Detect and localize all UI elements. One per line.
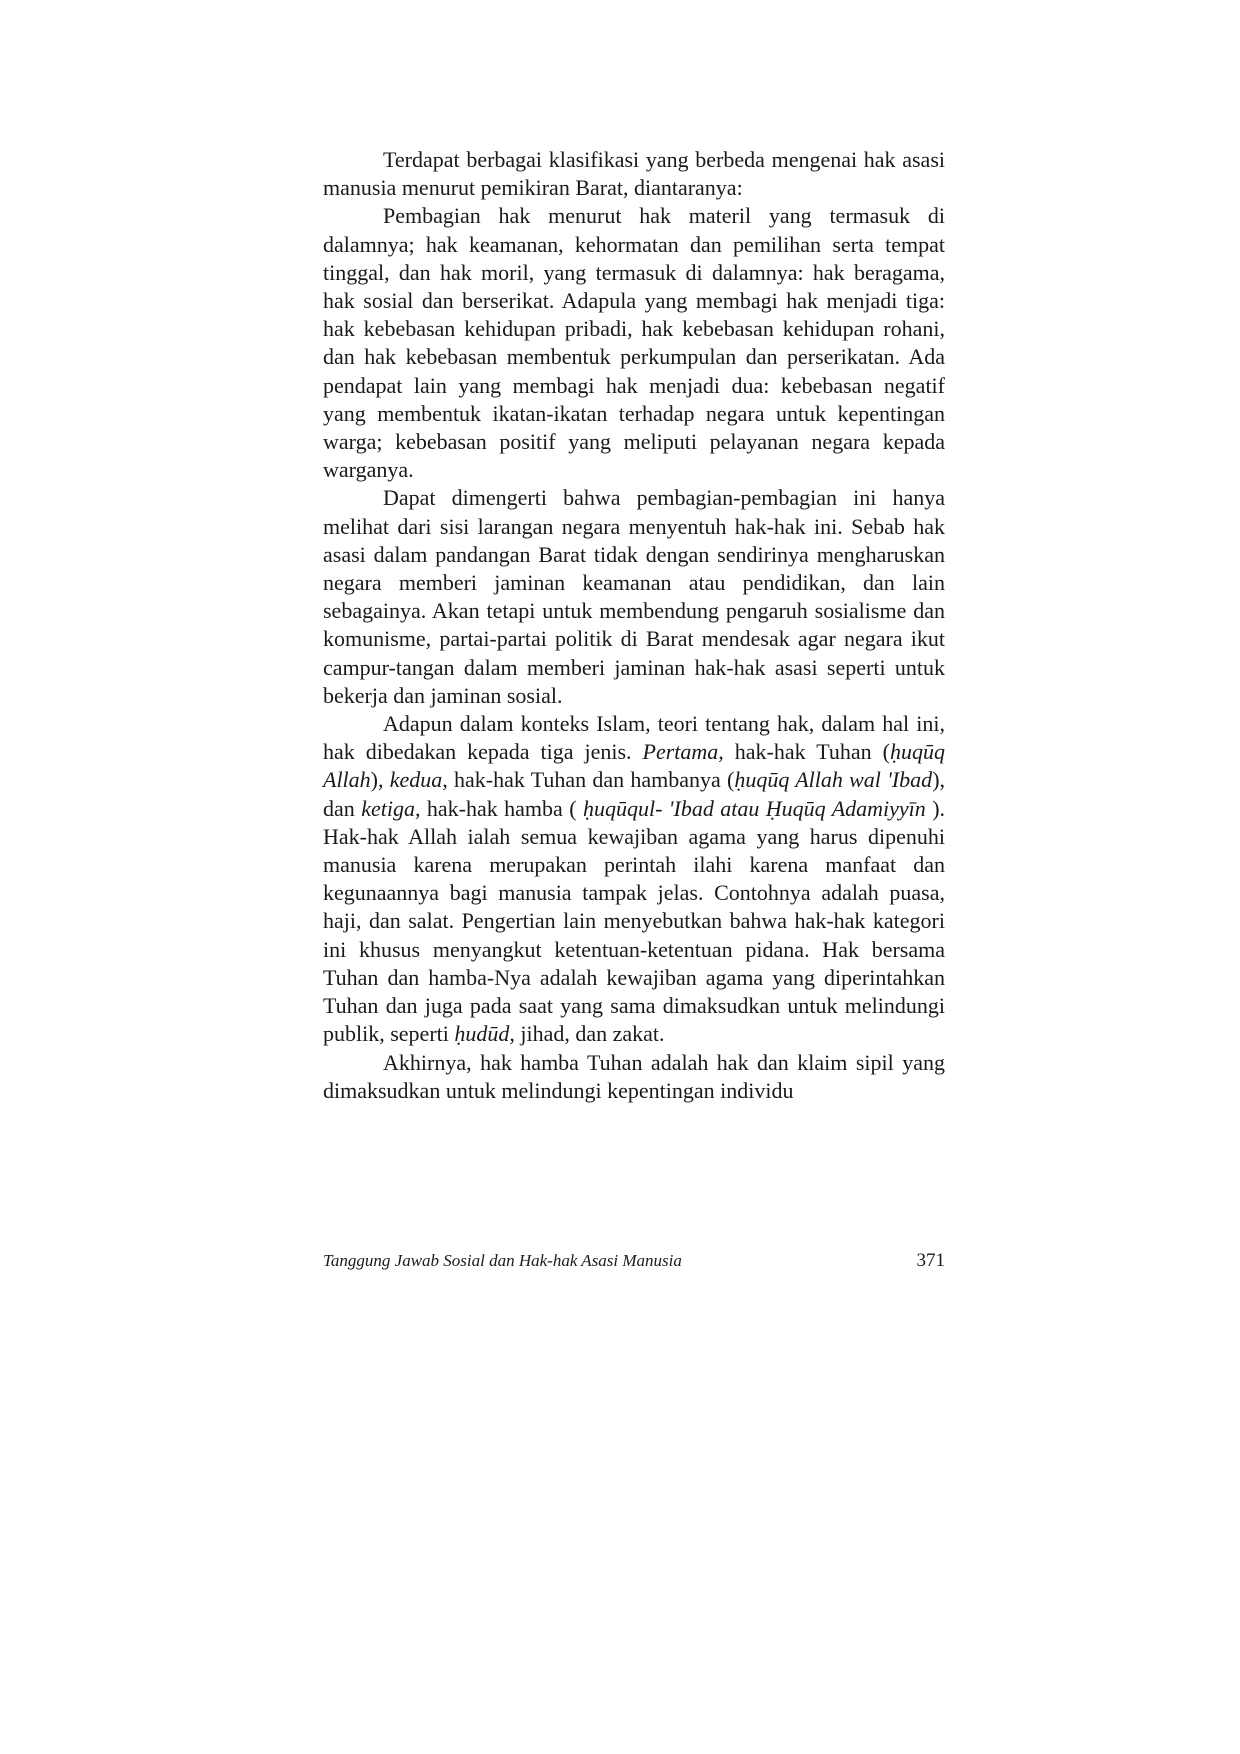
text-run: ). Hak-hak Allah ialah semua kewajiban agama yang harus dipenuhi manusia karena merupakan perintah ilahi karena manfaat dan kegunaannya bagi manusia tampak jelas. Contohnya adalah puasa, haji, dan salat. Pengertian lain menyebutkan bahwa hak-hak kategori ini khusus menyangkut ketentuan-ketentuan pidana. Hak bersama Tuhan dan hamba-Nya adalah kewajiban agama yang diperintahkan Tuhan dan juga pada saat yang sama dimaksudkan untuk melindungi publik, seperti — [323, 795, 946, 1047]
page-footer — [323, 1249, 945, 1273]
text-run: ), dan — [323, 767, 946, 821]
italic-term: kedua — [389, 767, 443, 793]
text-run: , jihad, dan zakat. — [509, 1021, 665, 1047]
italic-term: ḥuqūq Allah wal 'Ibad — [734, 767, 933, 793]
italic-term: ḥudūd — [454, 1021, 510, 1047]
paragraph-3 — [323, 484, 945, 710]
italic-term: ḥuqūqul- 'Ibad atau Ḥuqūq Adamiyyīn — [582, 795, 926, 821]
text-run: Pembagian hak menurut hak materil yang termasuk di dalamnya; hak keamanan, kehormatan dan pemilihan serta tempat tinggal, dan hak moril, yang termasuk di dalamnya: hak beragama, hak sosial dan berserikat. Adapula yang membagi hak menjadi tiga: hak kebebasan kehidupan pribadi, hak kebebasan kehidupan rohani, dan hak kebebasan membentuk perkumpulan dan perserikatan. Ada pendapat lain yang membagi hak menjadi dua: kebebasan negatif yang membentuk ikatan-ikatan terhadap negara untuk kepentingan warga; kebebasan positif yang meliputi pelayanan negara kepada warganya. — [323, 203, 945, 483]
italic-term: Pertama, — [642, 739, 724, 765]
text-run: Dapat dimengerti bahwa pembagian-pembagian ini hanya melihat dari sisi larangan negara menyentuh hak-hak ini. Sebab hak asasi dalam pandangan Barat tidak dengan sendirinya mengharuskan negara memberi jaminan keamanan atau pendidikan, dan lain sebagainya. Akan tetapi untuk membendung pengaruh sosialisme dan komunisme, partai-partai politik di Barat mendesak agar negara ikut campur-tangan dalam memberi jaminan hak-hak asasi seperti untuk bekerja dan jaminan sosial. — [323, 485, 945, 708]
paragraph-2 — [323, 202, 945, 484]
text-run: hak-hak Tuhan ( — [723, 739, 890, 765]
text-run: hak-hak hamba ( — [420, 795, 583, 821]
italic-term: ḥuqūq Allah — [323, 739, 945, 793]
text-run: Terdapat berbagai klasifikasi yang berbeda mengenai hak asasi manusia menurut pemikiran Barat, diantaranya: — [323, 147, 945, 201]
italic-term: ketiga, — [361, 795, 421, 821]
page-body — [323, 146, 945, 1105]
text-run: ), — [370, 767, 390, 793]
paragraph-5 — [323, 1049, 945, 1105]
paragraph-4 — [323, 710, 945, 1048]
paragraph-1 — [323, 146, 945, 202]
running-footer-title: Tanggung Jawab Sosial dan Hak-hak Asasi Manusia — [323, 1251, 682, 1270]
text-run: , hak-hak Tuhan dan hambanya ( — [442, 767, 735, 793]
text-run: Adapun dalam konteks Islam, teori tentang hak, dalam hal ini, hak dibedakan kepada tiga jenis. — [323, 711, 945, 765]
text-run: Akhirnya, hak hamba Tuhan adalah hak dan klaim sipil yang dimaksudkan untuk melindungi kepentingan individu — [323, 1049, 945, 1103]
page-number: 371 — [916, 1250, 945, 1271]
